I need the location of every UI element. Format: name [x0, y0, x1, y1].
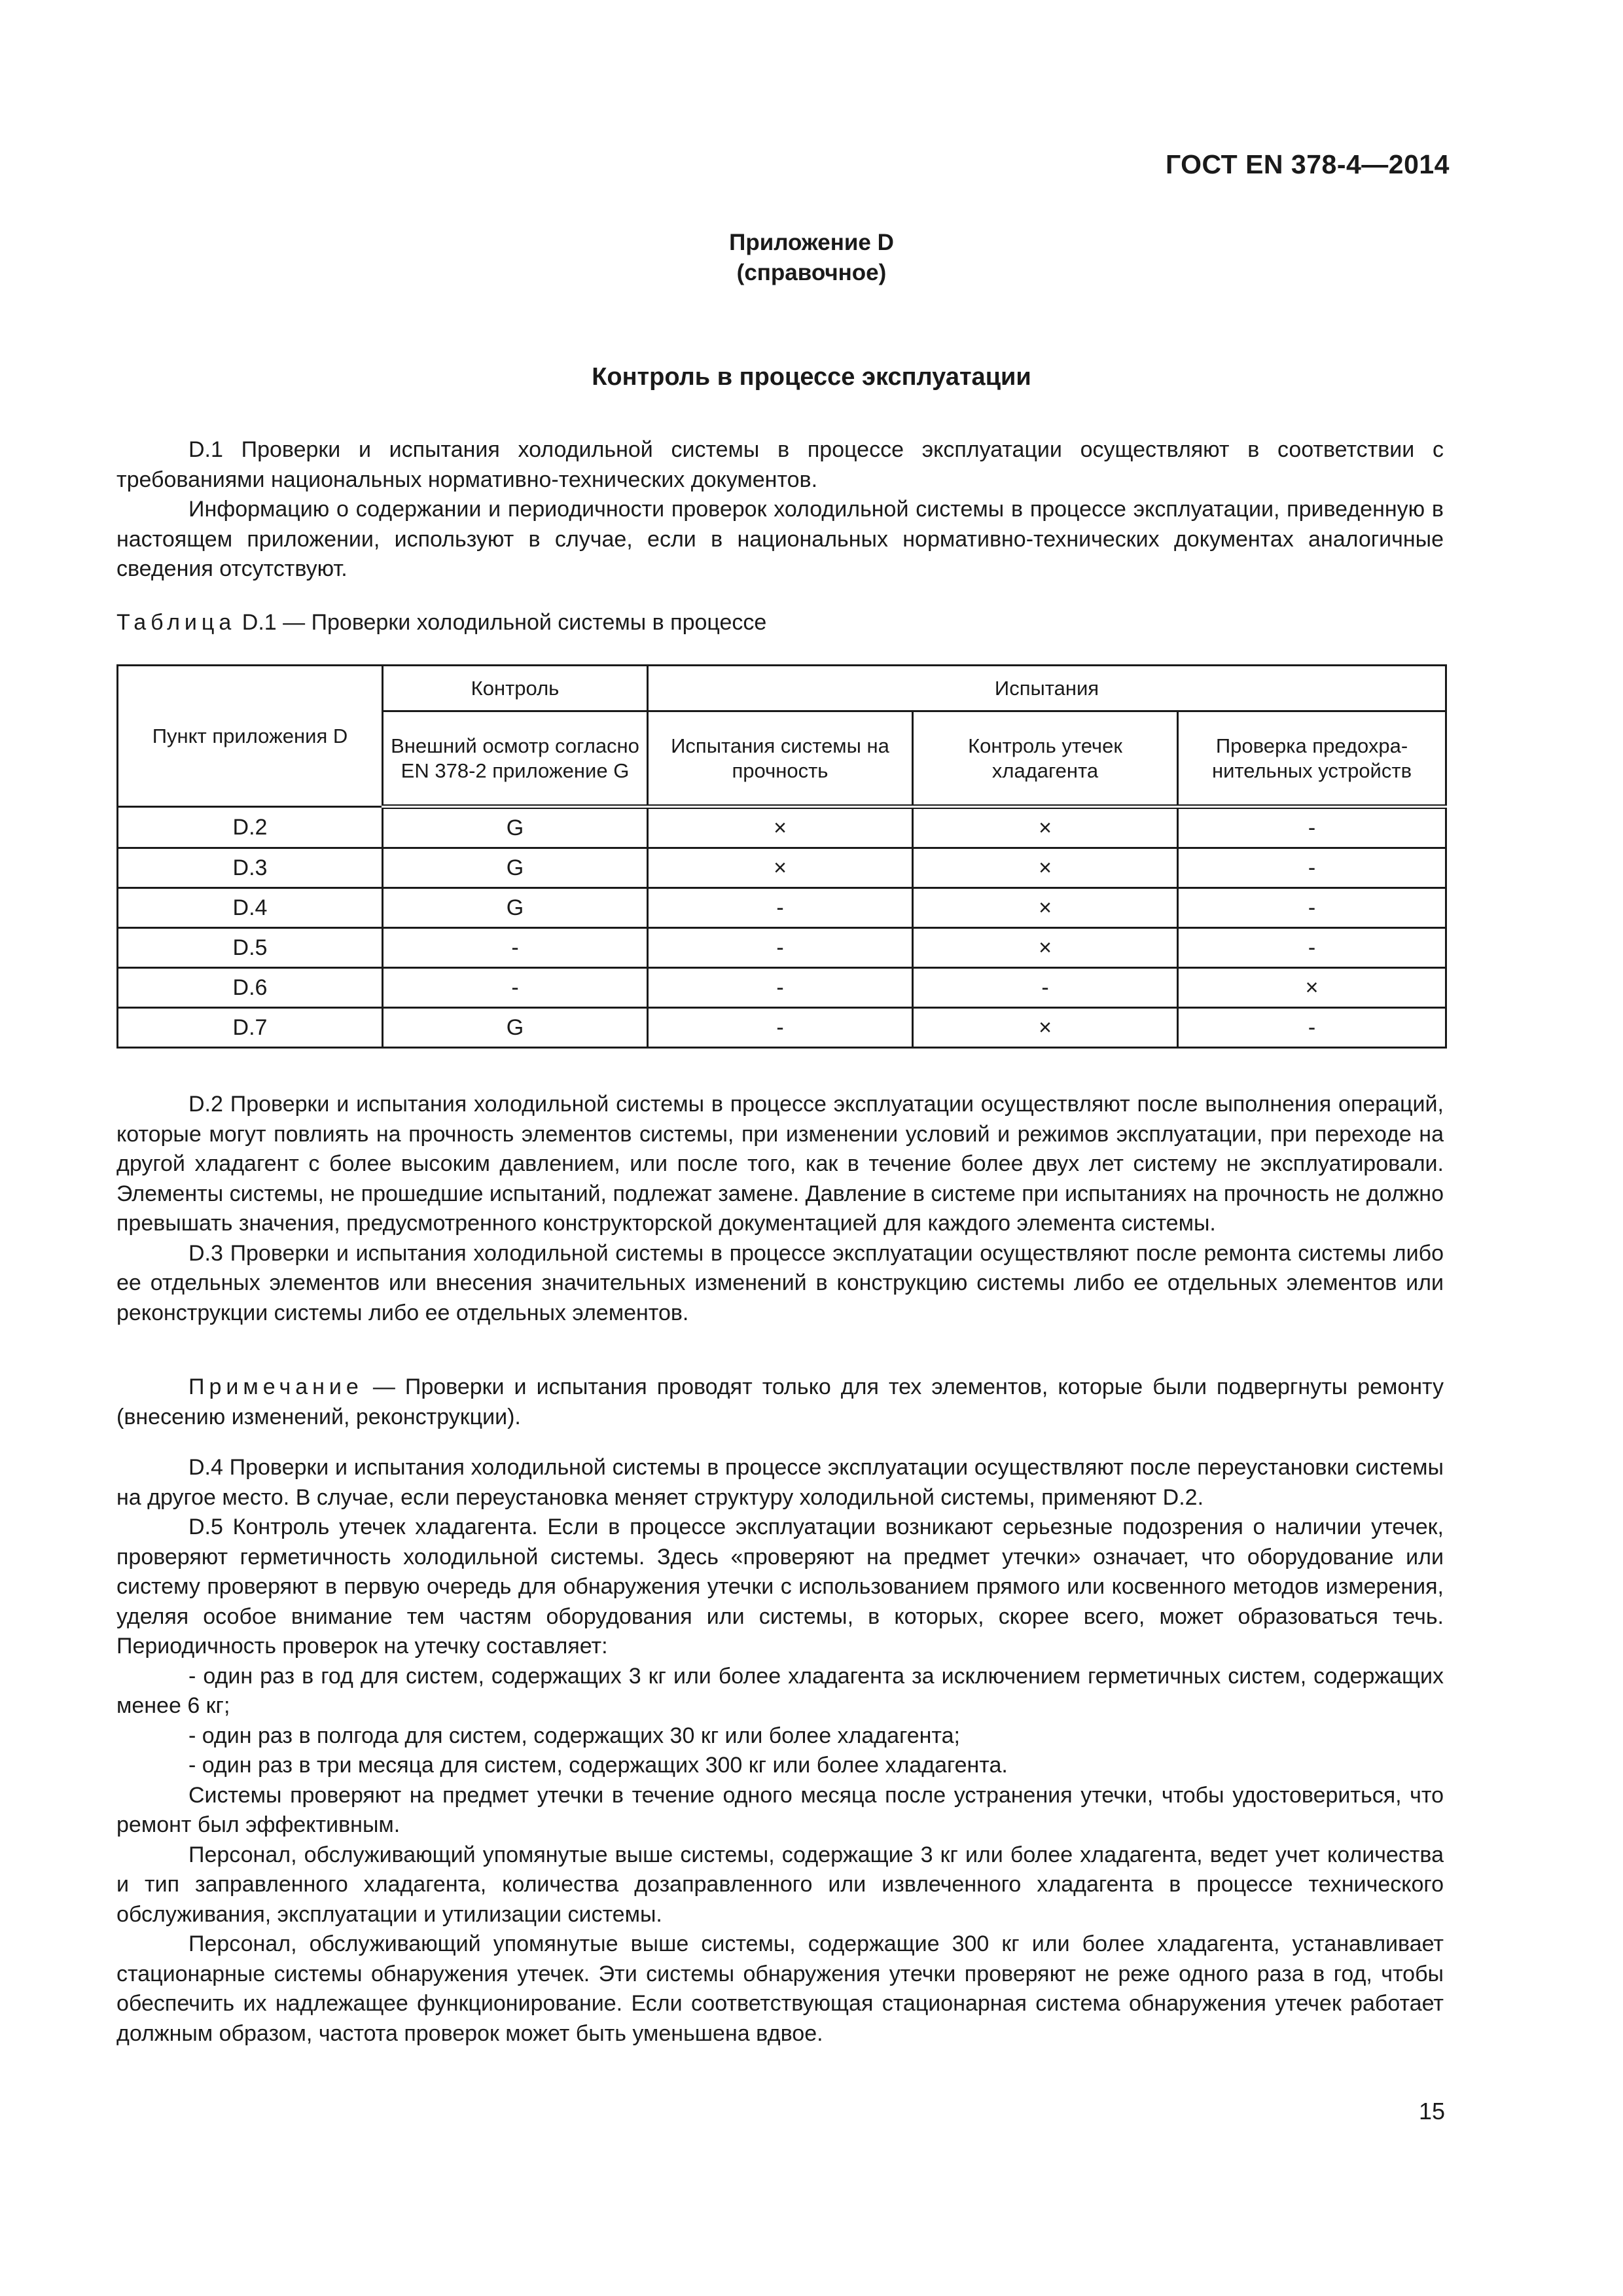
cell-safety: - — [1178, 888, 1446, 928]
table-row — [118, 807, 1446, 848]
page-number: 15 — [1418, 2098, 1445, 2125]
inspection-table — [116, 664, 1447, 1049]
paragraph-staff-2: Персонал, обслуживающий упомянутые выше системы, содержащие 300 кг или более хладагента, устанавливает стационарные системы обнаружения утечек. Эти системы обнаружения утечки проверяют не реже одного раза в год, чтобы обеспечить их надлежащее функционирование. Если соответствующая стационарная система обнаружения утечек работает должным образом, частота проверок может быть уменьшена вдвое. — [116, 1931, 1444, 2046]
header-safety: Проверка предохра-нительных устройств — [1178, 711, 1446, 807]
cell-strength: - — [648, 1008, 913, 1048]
annex-heading — [0, 228, 1623, 288]
paragraph-d2: D.2 Проверки и испытания холодильной системы в процессе эксплуатации осуществляют после выполнения операций, которые могут повлиять на прочность элементов системы, при изменении условий и режимов эксплуатации, при переходе на другой хладагент с более высоким давлением, или после того, как в течение более двух лет систему не эксплуатировали. Элементы системы, не прошедшие испытаний, подлежат замене. Давление в системе при испытаниях на прочность не должно превышать значения, предусмотренного конструкторской документацией для каждого элемента системы. — [116, 1092, 1444, 1236]
bullet-item: - один раз в полгода для систем, содержащих 30 кг или более хладагента; — [188, 1723, 960, 1748]
table-row — [118, 888, 1446, 928]
note-text: — Проверки и испытания проводят только для тех элементов, которые были подвергнуты ремонту (внесению изменений, реконструкции). — [116, 1374, 1444, 1429]
section-d4-d5 — [116, 1453, 1444, 2049]
annex-title: Приложение D — [729, 230, 894, 255]
cell-visual: G — [383, 807, 648, 848]
cell-leak: - — [913, 968, 1178, 1008]
header-visual: Внешний осмотр согласно EN 378-2 приложение G — [383, 711, 648, 807]
cell-visual: G — [383, 848, 648, 888]
header-group-tests: Испытания — [648, 666, 1446, 711]
cell-strength: - — [648, 888, 913, 928]
bullet-item: - один раз в три месяца для систем, содержащих 300 кг или более хладагента. — [188, 1753, 1008, 1778]
cell-leak: × — [913, 848, 1178, 888]
standard-code: ГОСТ EN 378-4—2014 — [1165, 149, 1450, 179]
section-title: Контроль в процессе эксплуатации — [592, 363, 1031, 391]
cell-item: D.2 — [118, 807, 383, 848]
bullet-item: - один раз в год для систем, содержащих 3 кг или более хладагента за исключением герметичных систем, содержащих менее 6 кг; — [116, 1663, 1444, 1718]
cell-visual: G — [383, 1008, 648, 1048]
paragraph-check: Системы проверяют на предмет утечки в течение одного месяца после устранения утечки, чтобы удостовериться, что ремонт был эффективным. — [116, 1782, 1444, 1837]
cell-strength: - — [648, 968, 913, 1008]
paragraph-d4: D.4 Проверки и испытания холодильной системы в процессе эксплуатации осуществляют после переустановки системы на другое место. В случае, если переустановка меняет структуру холодильной системы, применяют D.2. — [116, 1455, 1444, 1510]
cell-item: D.5 — [118, 928, 383, 968]
table-row — [118, 968, 1446, 1008]
header-item: Пункт приложения D — [118, 666, 383, 807]
cell-item: D.4 — [118, 888, 383, 928]
paragraph-d3: D.3 Проверки и испытания холодильной системы в процессе эксплуатации осуществляют после ремонта системы либо ее отдельных элементов или внесения значительных изменений в конструкцию системы либо ее отдельных элементов или реконструкции системы либо ее отдельных элементов. — [116, 1240, 1444, 1325]
cell-safety: - — [1178, 928, 1446, 968]
table-caption-label: Таблица — [116, 610, 236, 635]
cell-leak: × — [913, 807, 1178, 848]
cell-safety: - — [1178, 1008, 1446, 1048]
cell-leak: × — [913, 1008, 1178, 1048]
paragraph-staff-1: Персонал, обслуживающий упомянутые выше системы, содержащие 3 кг или более хладагента, ведет учет количества и тип заправленного хладагента, количества дозаправленного или извлеченного хладагента в процессе технического обслуживания, эксплуатации и утилизации системы. — [116, 1842, 1444, 1927]
table-caption-text: D.1 — Проверки холодильной системы в процессе — [241, 610, 767, 635]
cell-leak: × — [913, 888, 1178, 928]
table-row — [118, 848, 1446, 888]
cell-visual: - — [383, 968, 648, 1008]
cell-visual: G — [383, 888, 648, 928]
cell-safety: - — [1178, 848, 1446, 888]
note-label: Примечание — [188, 1374, 363, 1399]
annex-subtitle: (справочное) — [736, 260, 887, 285]
paragraph-d5: D.5 Контроль утечек хладагента. Если в процессе эксплуатации возникают серьезные подозрения о наличии утечек, проверяют герметичность холодильной системы. Здесь «проверяют на предмет утечки» означает, что оборудование или систему проверяют в первую очередь для обнаружения утечки с использованием прямого или косвенного методов измерения, уделяя особое внимание тем частям оборудования или системы, в которых, скорее всего, может образоваться течь. Периодичность проверок на утечку составляет: — [116, 1515, 1444, 1659]
table-caption — [116, 610, 766, 636]
cell-item: D.6 — [118, 968, 383, 1008]
cell-item: D.7 — [118, 1008, 383, 1048]
cell-strength: - — [648, 928, 913, 968]
note-paragraph — [116, 1372, 1444, 1432]
header-leak: Контроль утечек хладагента — [913, 711, 1178, 807]
intro-text — [116, 435, 1444, 584]
header-strength: Испытания системы на прочность — [648, 711, 913, 807]
cell-safety: × — [1178, 968, 1446, 1008]
cell-strength: × — [648, 807, 913, 848]
paragraph-info: Информацию о содержании и периодичности проверок холодильной системы в процессе эксплуатации, приведенную в настоящем приложении, используют в случае, если в национальных нормативно-технических документах аналогичные сведения отсутствуют. — [116, 497, 1444, 581]
cell-leak: × — [913, 928, 1178, 968]
paragraph-d1: D.1 Проверки и испытания холодильной системы в процессе эксплуатации осуществляют в соответствии с требованиями национальных нормативно-технических документов. — [116, 437, 1444, 492]
cell-visual: - — [383, 928, 648, 968]
table-row — [118, 928, 1446, 968]
cell-item: D.3 — [118, 848, 383, 888]
note — [116, 1372, 1444, 1432]
cell-strength: × — [648, 848, 913, 888]
cell-safety: - — [1178, 807, 1446, 848]
header-group-control: Контроль — [383, 666, 648, 711]
table-row — [118, 1008, 1446, 1048]
section-d2-d3 — [116, 1090, 1444, 1328]
